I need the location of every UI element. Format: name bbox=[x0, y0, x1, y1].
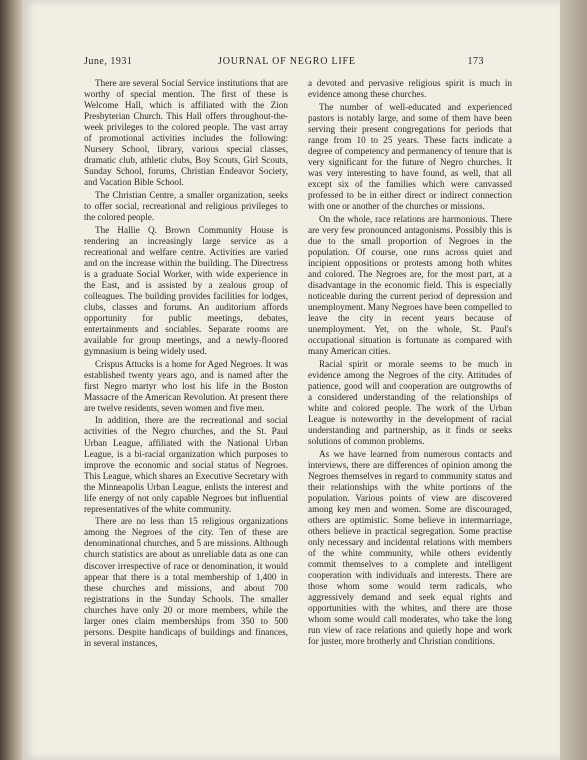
paragraph: Racial spirit or morale seems to be much in evidence among the Negroes of the city. Attitudes of patience, good will and cooperation are outgrowths of a considered understanding of the relationships of white and colored people. The work of the Urban League is noteworthy in the development of racial understanding and partnership, as it finds or seeks solutions of common problems. bbox=[308, 358, 512, 446]
right-column bbox=[308, 78, 512, 649]
paragraph: The Christian Centre, a smaller organization, seeks to offer social, recreational and religious privileges to the colored people. bbox=[84, 189, 288, 223]
issue-date: June, 1931 bbox=[84, 56, 133, 67]
paragraph: The number of well-educated and experienced pastors is notably large, and some of them have been serving their present congregations for periods that range from 10 to 25 years. These facts indicate a degree of competency and permanency of tenure that is very significant for the future of Negro churches. It was very interesting to have found, as well, that all except six of the families which were canvassed professed to be in either direct or indirect connection with one or another of the churches or missions. bbox=[308, 101, 512, 212]
paragraph: As we have learned from numerous contacts and interviews, there are differences of opinion among the Negroes themselves in regard to community status and their relationships with the white portions of the population. Various points of view are discovered among key men and women. Some are discouraged, others are optimistic. Some believe in intermarriage, others believe in practical segregation. Some practise only necessary and incidental relations with members of the white community, while others evidently commit themselves to a complete and intelligent cooperation with individuals and interests. There are those whom some would term radicals, who aggressively demand and seek equal rights and opportunities with the whites, and there are those whom some would call moderates, who take the long run view of race relations and quietly hope and work for juster, more brotherly and Christian conditions. bbox=[308, 448, 512, 647]
paragraph: There are several Social Service institutions that are worthy of special mention. The first of these is Welcome Hall, which is affiliated with the Zion Presbyterian Church. This Hall offers throughout-the-week privileges to the colored people. The vast array of promotional activities includes the following: Nursery School, library, various special classes, dramatic club, athletic clubs, Boy Scouts, Girl Scouts, Sunday School, forums, Christian Endeavor Society, and Vacation Bible School. bbox=[84, 78, 288, 188]
paragraph: In addition, there are the recreational and social activities of the Negro churches, and the St. Paul Urban League, affiliated with the National Urban League, is a bi-racial organization which purposes to improve the economic and social status of Negroes. This League, which shares an Executive Secretary with the Minneapolis Urban League, enlists the interest and life energy of not only capable Negroes but influential representatives of the white community. bbox=[84, 415, 288, 514]
paragraph: The Hallie Q. Brown Community House is rendering an increasingly large service as a recreational and welfare centre. Activities are varied and on the increase within the building. The Directress is a graduate Social Worker, with wide experience in the East, and is assisted by a zealous group of colleagues. The building provides facilities for lodges, clubs, classes and forums. An auditorium affords opportunity for public meetings, debates, entertainments and sociables. Separate rooms are available for group meetings, and a newly-floored gymnasium is being widely used. bbox=[84, 224, 288, 357]
paragraph: Crispus Attucks is a home for Aged Negroes. It was established twenty years ago, and is named after the first Negro martyr who lost his life in the Boston Massacre of the American Revolution. At present there are twelve residents, seven women and five men. bbox=[84, 358, 288, 413]
paragraph: There are no less than 15 religious organizations among the Negroes of the city. Ten of these are denominational churches, and 5 are missions. Although church statistics are about as unreliable data as one can discover irrespective of race or denomination, it would appear that there is a total membership of 1,400 in these churches and missions, and about 700 registrations in the Sunday Schools. The smaller churches have only 20 or more members, while the larger ones claim memberships from 350 to 500 persons. Despite handicaps of buildings and finances, in several instances, bbox=[84, 516, 288, 648]
journal-title: JOURNAL OF NEGRO LIFE bbox=[218, 56, 356, 67]
running-header bbox=[84, 56, 484, 70]
paragraph: a devoted and pervasive religious spirit is much in evidence among these churches. bbox=[308, 78, 512, 100]
page-edge bbox=[560, 0, 587, 760]
page-number: 173 bbox=[467, 56, 484, 67]
left-column bbox=[84, 78, 288, 650]
paragraph: On the whole, race relations are harmonious. There are very few pronounced antagonisms. Possibly this is due to the small proportion of Negroes in the population. Of course, one runs across quiet and incipient oppositions or protests among both whites and colored. The Negroes are, for the most part, at a disadvantage in the economic field. This is especially noticeable during the current period of depression and unemployment. Many Negroes have been compelled to leave the city in recent years because of unemployment. Yet, on the whole, St. Paul's occupational situation is fortunate as compared with many American cities. bbox=[308, 213, 512, 357]
